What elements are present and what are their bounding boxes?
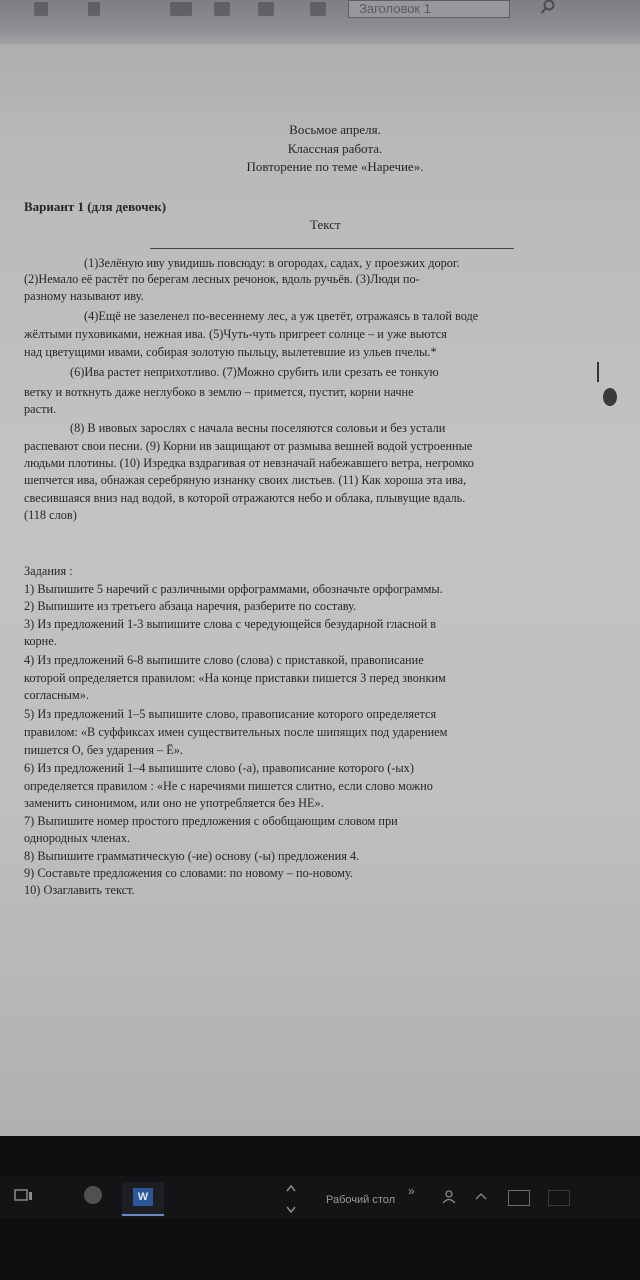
task-item: определяется правилом : «Не с наречиями пишется слитно, если слово можно xyxy=(24,779,433,793)
word-count: (118 слов) xyxy=(24,508,77,522)
text-line: свесившаяся вниз над водой, в которой отражаются небо и облака, плывущие вдаль. xyxy=(24,491,466,505)
task-item: 8) Выпишите грамматическую (-ие) основу (-ы) предложения 4. xyxy=(24,849,360,863)
mouse-cursor-icon xyxy=(603,388,617,406)
ribbon-button[interactable] xyxy=(214,2,230,16)
word-icon: W xyxy=(133,1188,153,1206)
task-item: 1) Выпишите 5 наречий с различными орфограммами, обозначьте орфограммы. xyxy=(24,582,443,596)
task-item: 6) Из предложений 1–4 выпишите слово (-а), правописание которого (-ых) xyxy=(24,761,414,775)
search-icon[interactable] xyxy=(540,0,556,14)
task-item: 3) Из предложений 1-3 выпишите слова с чередующейся безударной гласной в xyxy=(24,617,437,631)
text-line: ветку и воткнуть даже неглубоко в землю – примется, пустит, корни начне xyxy=(24,385,414,399)
ribbon-button[interactable] xyxy=(88,2,100,16)
task-item: 10) Озаглавить текст. xyxy=(24,883,135,897)
text-line: (2)Немало её растёт по берегам лесных речонок, вдоль ручьёв. (3)Люди по- xyxy=(24,272,420,286)
header-date: Восьмое апреля. xyxy=(289,122,381,137)
text-title: Текст xyxy=(310,217,341,232)
tasks-title: Задания : xyxy=(24,564,73,578)
task-item: правилом: «В суффиксах имен существительных после шипящих под ударением xyxy=(24,725,448,739)
ribbon-button[interactable] xyxy=(34,2,48,16)
network-icon[interactable] xyxy=(548,1190,570,1206)
text-line: (1)Зелёную иву увидишь повсюду: в огородах, садах, у проезжих дорог. xyxy=(84,256,460,270)
header-topic: Повторение по теме «Наречие». xyxy=(246,159,424,174)
people-icon[interactable] xyxy=(442,1190,456,1204)
ribbon-button[interactable] xyxy=(310,2,326,16)
text-line: жёлтыми пуховиками, нежная ива. (5)Чуть-чуть пригреет солнце – и уже вьются xyxy=(24,327,447,341)
ribbon-button[interactable] xyxy=(258,2,274,16)
word-taskbar-button[interactable] xyxy=(122,1182,164,1216)
task-item: 5) Из предложений 1–5 выпишите слово, правописание которого определяется xyxy=(24,707,437,721)
text-line: (8) В ивовых зарослях с начала весны поселяются соловьи и без устали xyxy=(70,421,446,435)
toolbar-expand-chevron[interactable]: » xyxy=(408,1184,415,1198)
variant-label: Вариант 1 (для девочек) xyxy=(24,199,167,214)
word-ribbon xyxy=(0,0,640,44)
header-class-work: Классная работа. xyxy=(287,141,383,156)
text-line: (4)Ещё не зазеленел по-весеннему лес, а уж цветёт, отражаясь в талой воде xyxy=(84,309,479,323)
task-item: корне. xyxy=(24,634,57,648)
chevron-up-icon[interactable] xyxy=(474,1190,488,1204)
task-item: однородных членах. xyxy=(24,831,131,845)
task-view-icon[interactable] xyxy=(14,1188,34,1204)
text-line: над цветущими ивами, собирая золотую пыльцу, вылетевшие из ульев пчелы.* xyxy=(24,345,437,359)
task-item: заменить синонимом, или оно не употребляется без НЕ». xyxy=(24,796,324,810)
title-underline xyxy=(150,248,514,249)
text-caret xyxy=(597,362,599,382)
task-item: 2) Выпишите из третьего абзаца наречия, разберите по составу. xyxy=(24,599,357,613)
task-item: пишется О, без ударения – Ё». xyxy=(24,743,184,757)
text-line: шепчется ива, обнажая серебряную изнанку своих листьев. (11) Как хороша эта ива, xyxy=(24,473,467,487)
style-selector[interactable] xyxy=(348,0,510,18)
text-line: людьми плотины. (10) Изредка вздрагивая от невзначай набежавшего ветра, негромко xyxy=(24,456,474,470)
scroll-arrows-icon[interactable] xyxy=(285,1182,297,1216)
task-item: которой определяется правилом: «На конце приставки пишется З перед звонким xyxy=(24,671,446,685)
style-name: Заголовок 1 xyxy=(359,1,431,16)
task-item: 4) Из предложений 6-8 выпишите слово (слова) с приставкой, правописание xyxy=(24,653,424,667)
ribbon-button[interactable] xyxy=(170,2,192,16)
task-item: 9) Составьте предложения со словами: по новому – по-новому. xyxy=(24,866,353,880)
text-line: разному называют иву. xyxy=(24,289,144,303)
task-item: согласным». xyxy=(24,688,89,702)
text-line: расти. xyxy=(24,402,57,416)
task-item: 7) Выпишите номер простого предложения с обобщающим словом при xyxy=(24,814,398,828)
text-line: (6)Ива растет неприхотливо. (7)Можно срубить или срезать ее тонкую xyxy=(70,365,439,379)
battery-icon[interactable] xyxy=(508,1190,530,1206)
app-icon[interactable] xyxy=(84,1186,102,1204)
desktop-toolbar-label[interactable]: Рабочий стол xyxy=(326,1194,396,1206)
text-line: распевают свои песни. (9) Корни ив защищают от размыва вешней водой устроенные xyxy=(24,439,473,453)
